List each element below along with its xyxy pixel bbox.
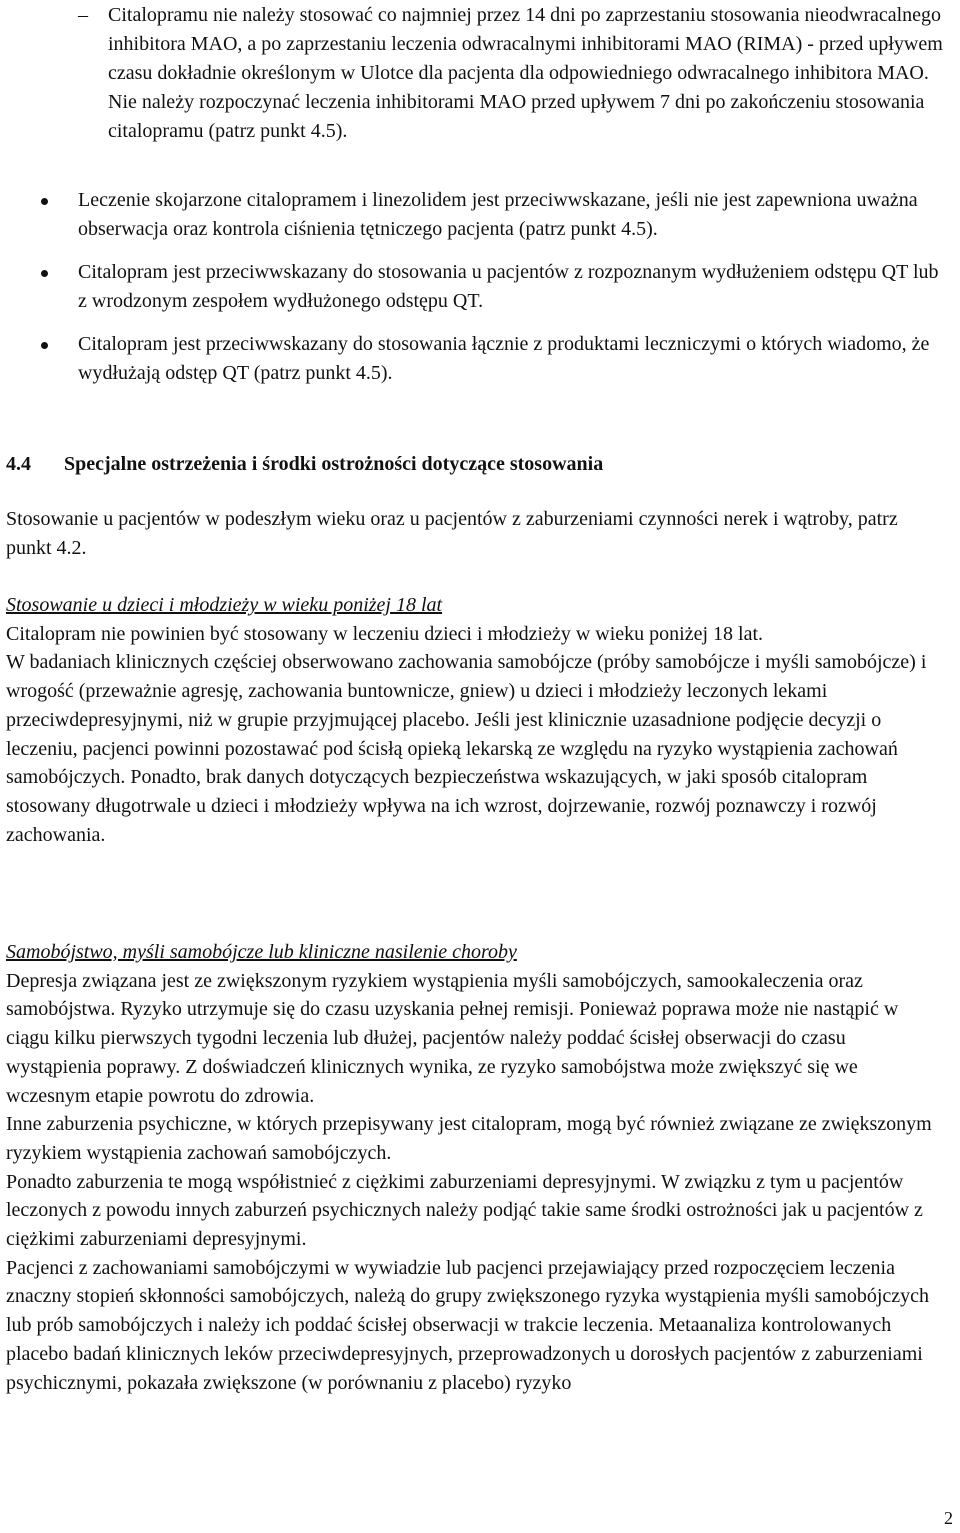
bullet-text: Citalopram jest przeciwwskazany do stosowania łącznie z produktami leczniczymi o których wiadomo, że wydłużają odstęp QT (patrz punkt 4.5). — [78, 333, 930, 384]
suicide-subtitle: Samobójstwo, myśli samobójcze lub kliniczne nasilenie choroby — [6, 941, 517, 963]
bullet-item — [78, 186, 948, 244]
paragraph-text: Inne zaburzenia psychiczne, w których przepisywany jest citalopram, mogą być również związane ze zwiększonym ryzykiem wystąpienia zachowań samobójczych. — [6, 1113, 932, 1164]
dash-item-text: Citalopramu nie należy stosować co najmniej przez 14 dni po zaprzestaniu stosowania nieodwracalnego inhibitora MAO, a po zaprzestaniu leczenia odwracalnymi inhibitorami MAO (RIMA) - przed upływem czasu dokładnie określonym w Ulotce dla pacjenta dla odpowiedniego odwracalnego inhibitora MAO. Nie należy rozpoczynać leczenia inhibitorami MAO przed upływem 7 dni po zakończeniu stosowania citalopramu (patrz punkt 4.5). — [108, 4, 943, 142]
section-title: Specjalne ostrzeżenia i środki ostrożności dotyczące stosowania — [64, 453, 604, 475]
paragraph-text: Stosowanie u pacjentów w podeszłym wieku oraz u pacjentów z zaburzeniami czynności nerek i wątroby, patrz punkt 4.2. — [6, 508, 898, 559]
children-section — [6, 591, 946, 849]
paragraph-text: Ponadto zaburzenia te mogą współistnieć z ciężkimi zaburzeniami depresyjnymi. W związku z tym u pacjentów leczonych z powodu innych zaburzeń psychicznych należy podjąć takie same środki ostrożności jak u pacjentów z ciężkimi zaburzeniami depresyjnymi. — [6, 1170, 923, 1251]
bullet-dot-icon — [41, 342, 48, 349]
suicide-section — [6, 938, 946, 1397]
bullet-text: Citalopram jest przeciwwskazany do stosowania u pacjentów z rozpoznanym wydłużeniem odstępu QT lub z wrodzonym zespołem wydłużonego odstępu QT. — [78, 261, 939, 312]
paragraph-text: Depresja związana jest ze zwiększonym ryzykiem wystąpienia myśli samobójczych, samookaleczenia oraz samobójstwa. Ryzyko utrzymuje się do czasu uzyskania pełnej remisji. Ponieważ poprawa może nie nastąpić w ciągu kilku pierwszych tygodni leczenia lub dłużej, pacjentów należy poddać ścisłej obserwacji do czasu wystąpienia poprawy. Z doświadczeń klinicznych wynika, ze ryzyko samobójstwa może zwiększyć się we wczesnym etapie powrotu do zdrowia. — [6, 969, 899, 1107]
paragraph-text: W badaniach klinicznych częściej obserwowano zachowania samobójcze (próby samobójcze i myśli samobójcze) i wrogość (przeważnie agresję, zachowania buntownicze, gniew) u dzieci i młodzieży leczonych lekami przeciwdepresyjnymi, niż w grupie przyjmującej placebo. Jeśli jest klinicznie uzasadnione podjęcie decyzji o leczeniu, pacjenci powinni pozostawać pod ścisłą opieką lekarską ze względu na ryzyko wystąpienia zachowań samobójczych. Ponadto, brak danych dotyczących bezpieczeństwa wskazujących, w jaki sposób citalopram stosowany długotrwale u dzieci i młodzieży wpływa na ich wzrost, dojrzewanie, rozwój poznawczy i rozwój zachowania. — [6, 651, 927, 846]
bullet-item — [78, 258, 948, 316]
children-subtitle: Stosowanie u dzieci i młodzieży w wieku poniżej 18 lat — [6, 594, 443, 616]
page-number: 2 — [944, 1508, 953, 1528]
section-number: 4.4 — [6, 453, 31, 475]
dash-marker: – — [78, 4, 88, 26]
contraindications-bullet-list — [78, 186, 948, 402]
bullet-dot-icon — [41, 270, 48, 277]
paragraph-text: Pacjenci z zachowaniami samobójczymi w wywiadzie lub pacjenci przejawiający przed rozpoczęciem leczenia znaczny stopień skłonności samobójczych, należą do grupy zwiększonego ryzyka wystąpienia myśli samobójczych lub prób samobójczych i należy ich poddać ścisłej obserwacji w trakcie leczenia. Metaanaliza kontrolowanych placebo badań klinicznych leków przeciwdepresyjnych, przeprowadzonych u dorosłych pacjentów z zaburzeniami psychicznymi, pokazała zwiększone (w porównaniu z placebo) ryzyko — [6, 1256, 930, 1394]
paragraph-text: Citalopram nie powinien być stosowany w leczeniu dzieci i młodzieży w wieku poniżej 18 lat. — [6, 622, 764, 645]
elderly-paragraph — [6, 505, 946, 562]
dash-list-item — [78, 1, 946, 146]
bullet-dot-icon — [41, 198, 48, 205]
bullet-item — [78, 330, 948, 388]
bullet-text: Leczenie skojarzone citalopramem i linezolidem jest przeciwwskazane, jeśli nie jest zapewniona uważna obserwacja oraz kontrola ciśnienia tętniczego pacjenta (patrz punkt 4.5). — [78, 189, 918, 240]
section-heading — [6, 450, 946, 479]
